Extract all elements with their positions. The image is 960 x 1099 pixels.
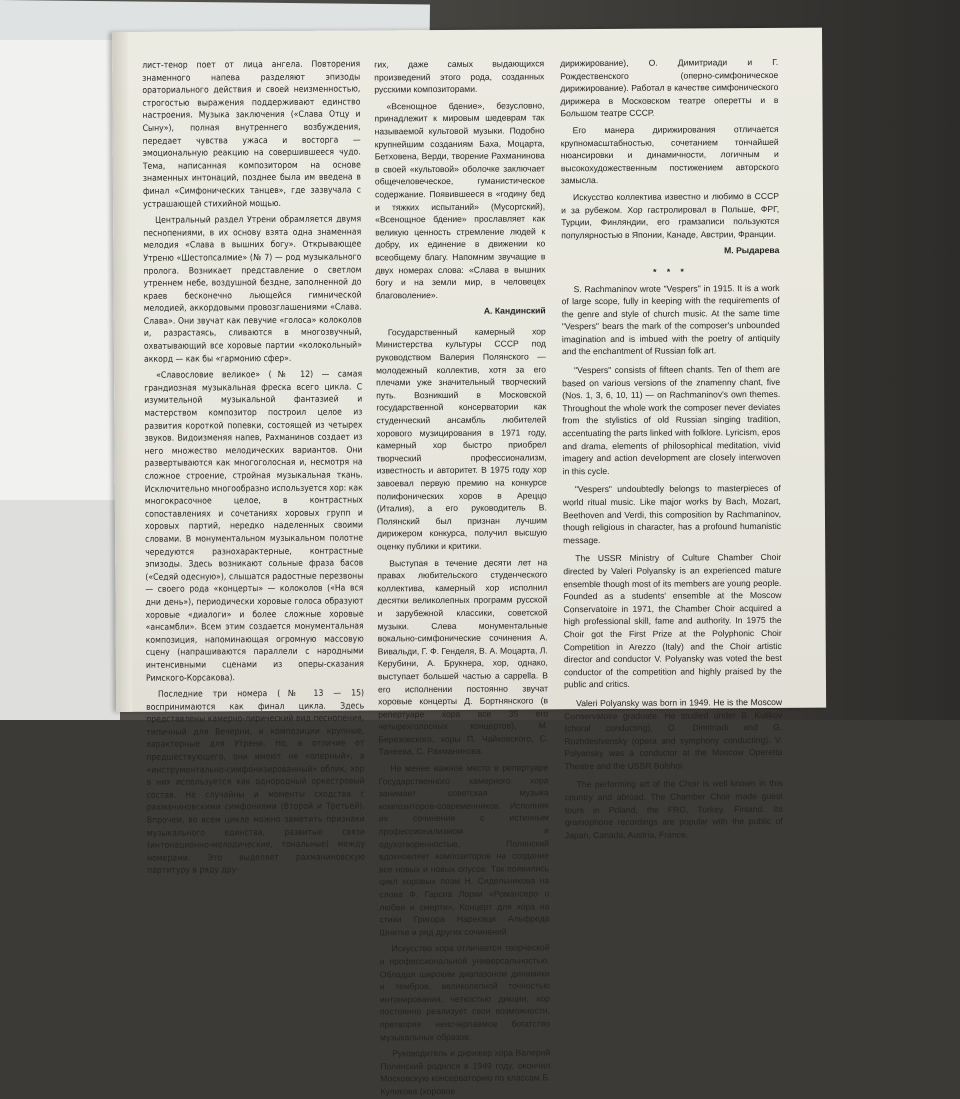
paragraph-english: Valeri Polyansky was born in 1949. He is the Moscow Conservatoire graduate. He studied under B. Kulikov (choral conducting), O. Dimitriadi and G. Rozhdestvensky (opera and symphony conducting). V. Polyansky was a conductor at the Moscow Operetta Theatre and the USSR Bolshoi. — [564, 696, 783, 772]
background-paper-left-lower — [0, 500, 120, 720]
paragraph: Не менее важное место в репертуаре Государственного камерного хора занимает советская музыка композиторов-современников. Исполняя их сочинения с истинным профессионализмом и одухотворенностью, Полянский вдохновляет композиторов на создание все новых и новых опусов. Так появились цикл хоровых поэм Н. Сидельникова на слова Ф. Гарсиа Лорки «Романсеро о любви и смерти», Концерт для хора на стихи Григора Нарекаци Альфреда Шнитке и ряд других сочинений. — [378, 762, 550, 938]
paragraph-english: "Vespers" consists of fifteen chants. Ten of them are based on various versions of the znamenny chant, five (Nos. 1, 3, 6, 10, 11) — on Rachmaninov's own themes. Throughout the whole work the composer never deviates from the stylistics of old Russian singing tradition, accentuating the parts linked with folklore. Lyricism, epos and drama, elements of philosophical meditation, vivid imagery and action development are closely interwoven in this cycle. — [562, 363, 781, 477]
section-separator: * * * — [653, 266, 688, 277]
paragraph-english: The performing art of the Choir is well known in this country and abroad. The Chamber Choir made guest tours in Poland, the FRG, Turkey, Finland. Its gramophone recordings are popular with the public of Japan, Canada, Austria, France. — [564, 778, 783, 841]
paragraph: Руководитель и дирижер хора Валерий Полянский родился в 1949 году, окончил Московскую консерваторию по классам Б. Куликова (хоровое — [380, 1047, 551, 1097]
paragraph: лист-тенор поет от лица ангела. Повторения знаменного напева разделяют эпизоды ораториального действия и своей неизменностью, строгостью выражения поддерживают единство настроения. Музыка заключения («Слава Отцу и Сыну»), полная внутреннего возбуждения, передает чувства ужаса и восторга — эмоциональную реакцию на совершившееся чудо. Тема, написанная композитором на основе знаменных интонаций, позднее была им введена в финал «Симфонических танцев», где зазвучала с устрашающей стихийной мощью. — [142, 59, 362, 210]
paragraph: Искусство коллектива известно и любимо в СССР и за рубежом. Хор гастролировал в Польше, ФРГ, Турции, Финляндии, его грамзаписи пользуются популярностью в Японии, Канаде, Австрии, Франции. — [561, 190, 780, 240]
paragraph: Государственный камерный хор Министерства культуры СССР под руководством Валерия Полянского — молодежный коллектив, хотя за его плечами уже значительный творческий путь. Возникший в Московской государственной консерватории как студенческий ансамбль любителей хорового музицирования в 1971 году, камерный хор быстро приобрел творческий профессионализм, известность и авторитет. В 1975 году хор завоевал первую премию на конкурсе полифонических хоров в Ареццо (Италия), а его руководитель В. Полянский был признан лучшим дирижером конкурса, получил высшую оценку публики и критики. — [375, 326, 548, 552]
paragraph: дирижирование), О. Димитриади и Г. Рождественского (оперно-симфоническое дирижирование). Работал в качестве симфонического дирижера в Московском театре оперетты и в Большом театре СССР. — [560, 56, 779, 119]
paragraph: Искусство хора отличается творческой и профессиональной универсальностью. Обладая широким диапазоном динамики и тембров, великолепной точностью интонирования, четкостью дикции, хор постоянно реализует свои возможности, претворяя неисчерпаемое богатство музыкальных образов. — [379, 942, 551, 1042]
sheet-fold — [112, 32, 132, 712]
liner-notes-sheet — [112, 28, 826, 1097]
paragraph: «Всенощное бдение», безусловно, принадлежит к мировым шедеврам так называемой культовой музыки. Подобно крупнейшим созданиям Баха, Моцарта, Бетховена, Верди, творение Рахманинова в своей «культовой» оболочке заключает общечеловеческое, гуманистическое содержание. Появившееся в «годину бед и тяжких испытаний» (Мусоргский), «Всенощное бдение» прославляет как великую ценность стремление людей к добру, их единение в движении ко всеобщему благу. Напомним звучащие в двух номерах слова: «Слава в вышних богу и на земли мир, в человецех благоволение». — [374, 100, 546, 301]
paragraph-english: "Vespers" undoubtedly belongs to masterpieces of world ritual music. Like major works by Bach, Mozart, Beethoven and Verdi, this composition by Rachmaninov, though religious in character, has a profound humanistic message. — [562, 483, 782, 546]
column-russian-1 — [142, 58, 366, 877]
author-signature: А. Кандинский — [483, 305, 546, 317]
paragraph: Центральный раздел Утрени обрамляется двумя песнопениями, в их основу взята одна знаменная мелодия «Слава в вышних богу». Открывающее Утреню «Шестопсалмие» (№ 7) — род музыкального пролога. Возникает представление о светлом утреннем небе, воздушной бездне, заполненной до краев бесконечно льющейся гимнической мелодией, аккордовыми провозглашениями «Слава. Слава». Они звучат как певучие «голоса» колоколов и, разрастаясь, сливаются в многозвучный, охватывающий все хоровые партии «колокольный» аккорд — как бы «гармонию сфер». — [143, 214, 362, 365]
background-paper-left — [0, 40, 130, 510]
column-russian-2 — [374, 57, 551, 1097]
author-signature: М. Рыдарева — [724, 245, 780, 256]
paragraph: гих, даже самых выдающихся произведений этого рода, созданных русскими композиторами. — [374, 58, 545, 95]
paragraph: Последние три номера (№ 13 — 15) воспринимаются как финал цикла. Здесь представлены камерно-лирический вид песнопения, типичный для Вечерни, и композиции крупные, характерные для Утрени. Но, в отличие от предшествующего, они имеют не «оперный», а «инструментально-симфонизированный» облик, хор в них используется как однородный оркестровый состав. Не случайны и моменты сходства с рахманиновскими симфониями (Второй и Третьей). Впрочем, во всем цикле можно заметить признаки музыкального единства, развитые связи (интонационно-мелодические, тональные) между номерами. Это выделяет рахманиновскую партитуру в ряду дру- — [146, 688, 366, 877]
paragraph-english: S. Rachmaninov wrote "Vespers" in 1915. It is a work of large scope, fully in keeping with the requirements of the genre and style of church music. At the same time "Vespers" bears the mark of the composer's unbounded imagination and is imbued with the poetry of antiquity and the enchantment of Russian folk art. — [561, 282, 780, 357]
paragraph-english: The USSR Ministry of Culture Chamber Choir directed by Valeri Polyansky is an experienced mature ensemble though most of its members are young people. Founded as a students' ensemble at the Moscow Conservatoire in 1971, the Chamber Choir acquired a high professional skill, fame and authority. In 1975 the Choir got the First Prize at the Polyphonic Choir Competition in Arezzo (Italy) and the Choir artistic director and conductor V. Polyansky was voted the best conductor of the competition and highly praised by the public and critics. — [563, 552, 782, 690]
paragraph: Выступая в течение десяти лет на правах любительского студенческого коллектива, камерный хор исполнил десятки великолепных программ русской и зарубежной классики, советской музыки. Слева монументальные вокально-симфонические сочинения А. Вивальди, Г. Ф. Генделя, В. А. Моцарта, Л. Керубини, А. Брукнера, хор, однако, выступает большей частью a cappella. В его исполнении постоянно звучат хоровые концерты Д. Бортнянского (в репертуаре хора все 35 его четырехголосных концертов), М. Березовского, хоры П. Чайковского, С. Танеева, С. Рахманинова. — [377, 556, 549, 757]
paragraph: «Славословие великое» (№ 12) — самая грандиозная музыкальная фреска всего цикла. С изумительной музыкальной фантазией и мастерством композитор построил целое из развития короткой попевки, состоящей из четырех звуков. Видоизменяя напев, Рахманинов создает из него множество мелодических вариантов. Они развертываются как многоголосная и, несмотря на сложное строение, стройная музыкальная ткань. Исключительно многообразно используется хор: как многокрасочное целое, в контрастных сопоставлениях и сочетаниях хоровых групп и хоровых партий, нередко наделенных своими словами. В монументальном музыкальном полотне чередуются разнохарактерные, контрастные эпизоды. Здесь возникают сольные фраза басов («Седяй одесную»), слышатся радостные перезвоны — своего рода «концерты» — колоколов («На вся дни день»), периодически хоровые голоса образуют хоровые «диалоги» и более сложные хоровые «ансамбли». Всем этим создается монументальная композиция, напоминающая огромную массовую сцену (напрашиваются параллели с народными интенсивными сценами из оперы-сказания Римского-Корсакова). — [144, 369, 364, 684]
column-russian-english — [560, 56, 783, 841]
paragraph: Его манера дирижирования отличается крупномасштабностью, сочетанием тончайшей нюансировки и динамичности, логичным и высокохудожественным постижением авторского замысла. — [560, 123, 779, 186]
